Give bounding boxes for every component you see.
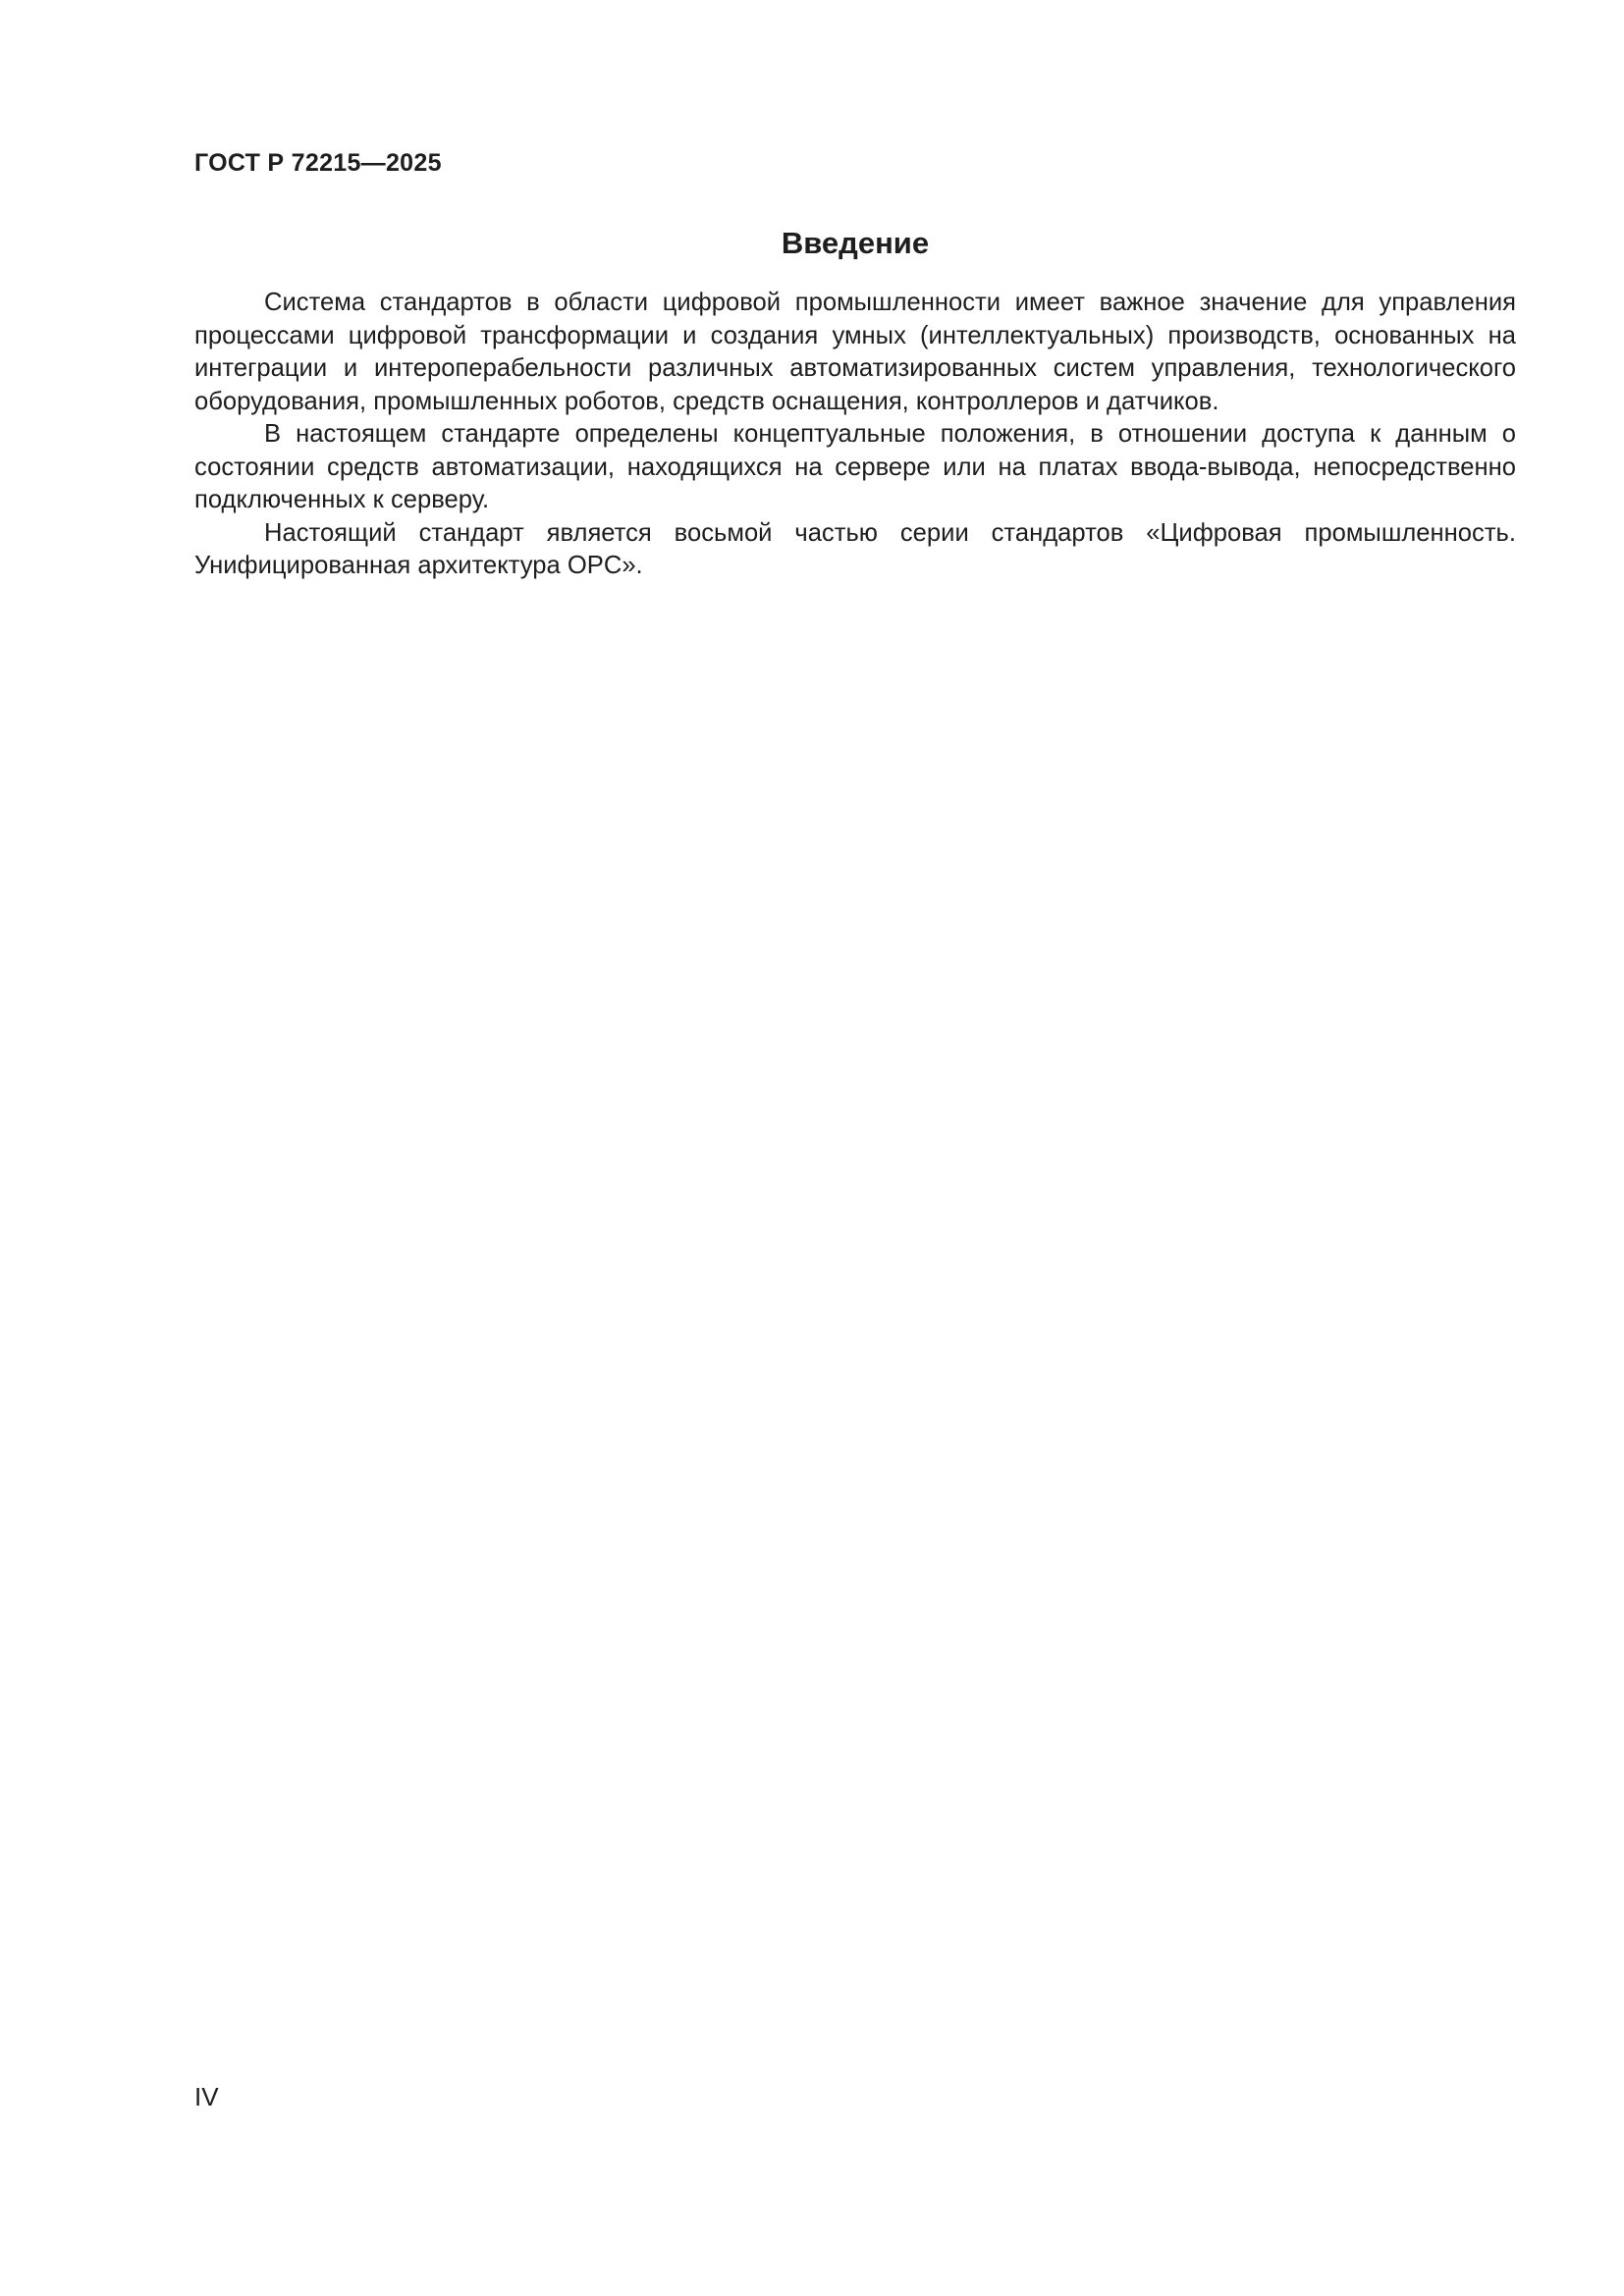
page-number: IV (194, 2082, 219, 2111)
section-body (194, 287, 1516, 583)
section-title: Введение (781, 226, 930, 260)
paragraph-3: Настоящий стандарт является восьмой частью серии стандартов «Цифровая промышленность. Унифицированная архитектура OPC». (194, 518, 1516, 579)
paragraph-2: В настоящем стандарте определены концептуальные положения, в отношении доступа к данным о состоянии средств автоматизации, находящихся на сервере или на платах ввода-вывода, непосредственно подключенных к серверу. (194, 420, 1516, 513)
document-header-id: ГОСТ Р 72215—2025 (194, 149, 442, 177)
paragraph-1: Система стандартов в области цифровой промышленности имеет важное значение для управления процессами цифровой трансформации и создания умных (интеллектуальных) производств, основанных на интеграции и интероперабельности различных автоматизированных систем управления, технологического оборудования, промышленных роботов, средств оснащения, контроллеров и датчиков. (194, 289, 1516, 415)
